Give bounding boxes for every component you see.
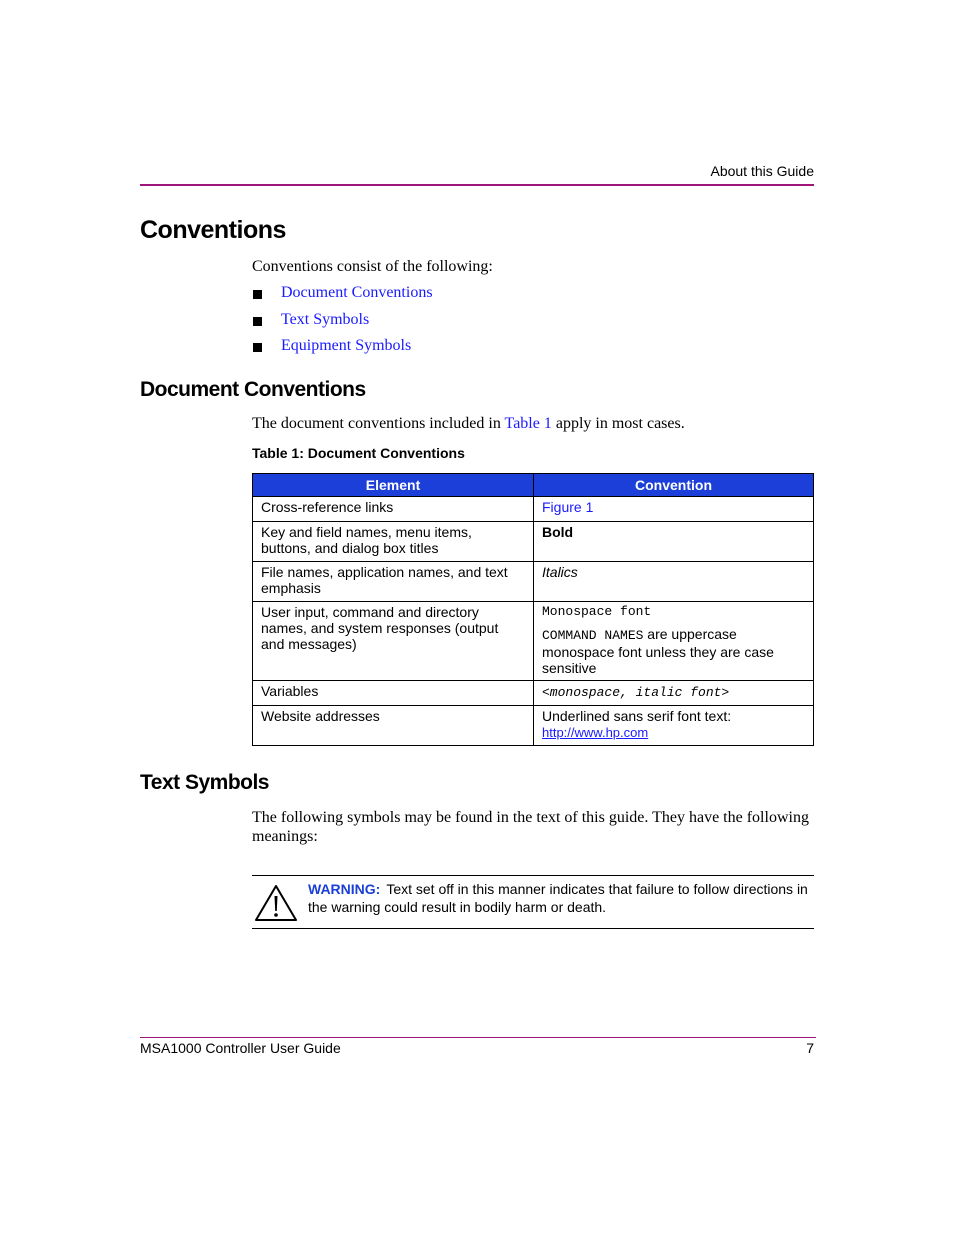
bullet-square-icon	[253, 317, 262, 326]
command-names-example: COMMAND NAMES	[542, 628, 644, 643]
table-row	[253, 562, 814, 602]
table-cell-convention	[534, 602, 814, 681]
link-figure-1[interactable]: Figure 1	[542, 499, 594, 515]
text-symbols-paragraph: The following symbols may be found in the text of this guide. They have the following meanings:	[252, 809, 809, 845]
page-number: 7	[806, 1040, 814, 1056]
paragraph-text: The document conventions included in	[252, 415, 505, 432]
warning-triangle-icon	[254, 884, 298, 927]
column-header-convention: Convention	[534, 474, 814, 497]
italics-example: Italics	[542, 564, 578, 580]
document-conventions-paragraph	[252, 415, 685, 433]
table-cell-convention	[534, 681, 814, 706]
warning-text	[308, 880, 808, 916]
warning-top-rule	[252, 875, 814, 876]
list-item	[252, 311, 433, 338]
table-row	[253, 602, 814, 681]
table-cell-convention	[534, 706, 814, 746]
link-table-1[interactable]: Table 1	[504, 415, 552, 432]
warning-body: Text set off in this manner indicates that failure to follow directions in the warning could result in bodily harm or death.	[308, 881, 808, 915]
variable-example: <monospace, italic font>	[542, 685, 730, 700]
convention-text: Underlined sans serif font text:	[542, 708, 732, 724]
table-cell-element: User input, command and directory names, and system responses (output and messages)	[253, 602, 534, 681]
paragraph-text: apply in most cases.	[551, 415, 685, 432]
header-rule	[140, 184, 814, 186]
list-item	[252, 284, 433, 311]
link-hp-website[interactable]: http://www.hp.com	[542, 725, 649, 740]
warning-label: WARNING:	[308, 881, 381, 897]
link-document-conventions[interactable]: Document Conventions	[281, 284, 433, 301]
conventions-intro: Conventions consist of the following:	[252, 258, 493, 275]
conventions-table	[252, 473, 814, 746]
bold-example: Bold	[542, 524, 574, 540]
column-header-element: Element	[253, 474, 534, 497]
running-head: About this Guide	[710, 163, 814, 179]
warning-bottom-rule	[252, 928, 814, 929]
table-row	[253, 681, 814, 706]
table-cell-element: Cross-reference links	[253, 497, 534, 522]
bullet-square-icon	[253, 290, 262, 299]
link-text-symbols[interactable]: Text Symbols	[281, 310, 370, 328]
table-cell-element: Variables	[253, 681, 534, 706]
conventions-heading: Conventions	[140, 216, 286, 244]
bullet-square-icon	[253, 343, 262, 352]
table-cell-convention	[534, 497, 814, 522]
table-cell-element: File names, application names, and text emphasis	[253, 562, 534, 602]
table-caption: Table 1: Document Conventions	[252, 445, 465, 461]
table-row	[253, 522, 814, 562]
table-cell-element: Website addresses	[253, 706, 534, 746]
conventions-list	[252, 284, 433, 364]
document-conventions-heading: Document Conventions	[140, 378, 366, 401]
list-item	[252, 337, 433, 364]
table-row	[253, 497, 814, 522]
footer-rule	[140, 1037, 816, 1038]
convention-text: are uppercase monospace font unless they are case sensitive	[542, 626, 774, 676]
text-symbols-heading: Text Symbols	[140, 771, 269, 794]
table-header-row	[253, 474, 814, 497]
table-cell-convention	[534, 562, 814, 602]
table-cell-element: Key and field names, menu items, buttons, and dialog box titles	[253, 522, 534, 562]
footer-title: MSA1000 Controller User Guide	[140, 1040, 341, 1056]
monospace-example: Monospace font	[542, 604, 652, 619]
table-row	[253, 706, 814, 746]
table-cell-convention	[534, 522, 814, 562]
link-equipment-symbols[interactable]: Equipment Symbols	[281, 337, 412, 354]
